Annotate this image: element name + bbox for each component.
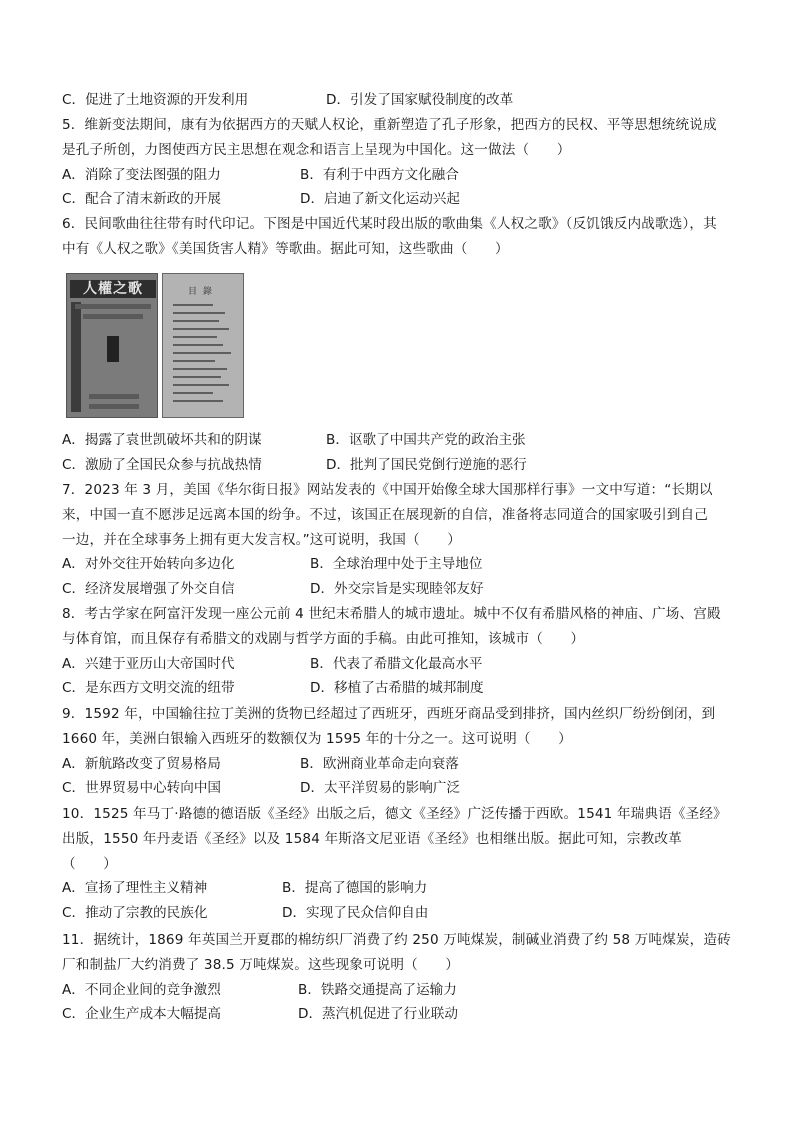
- option-c: C．激励了全国民众参与抗战热情: [62, 456, 262, 473]
- songbook-cover-title: 人權之歌: [70, 280, 156, 298]
- question-10: [62, 802, 732, 926]
- option-b: B．提高了德国的影响力: [282, 880, 428, 897]
- question-10-stem-2: 出版，1550 年丹麦语《圣经》以及 1584 年斯洛文尼亚语《圣经》也相继出版。据此可知，宗教改革: [62, 830, 682, 847]
- question-11-stem-2: 厂和制盐厂大约消费了 38.5 万吨煤炭。这些现象可说明（ ）: [62, 956, 460, 973]
- option-d: D．移植了古希腊的城邦制度: [310, 680, 484, 697]
- songbook-index-title: 目錄: [187, 287, 218, 297]
- question-7-stem-1: 7．2023 年 3 月，美国《华尔街日报》网站发表的《中国开始像全球大国那样行事》一文中写道：“长期以: [62, 482, 713, 498]
- question-10-stem-3: （ ）: [62, 855, 117, 872]
- option-d: D．启迪了新文化运动兴起: [300, 191, 460, 208]
- question-6-stem-1: 6．民间歌曲往往带有时代印记。下图是中国近代某时段出版的歌曲集《人权之歌》（反饥饿反内战歌选），其: [62, 216, 717, 232]
- option-c: C．推动了宗教的民族化: [62, 905, 208, 922]
- question-7-stem-2: 来，中国一直不愿涉足远离本国的纷争。不过，该国正在展现新的自信，准备将志同道合的国家吸引到自己: [62, 506, 708, 523]
- question-11: [62, 928, 732, 1027]
- option-c: C．是东西方文明交流的纽带: [62, 680, 235, 697]
- question-8: [62, 602, 732, 701]
- option-a: A．宣扬了理性主义精神: [62, 880, 208, 897]
- option-d: D．实现了民众信仰自由: [282, 905, 429, 922]
- songbook-cover: [66, 273, 158, 418]
- songbook-photo: [66, 273, 244, 418]
- question-6-options: [62, 428, 732, 478]
- option-c: C．配合了清末新政的开展: [62, 191, 222, 208]
- option-d: D．批判了国民党倒行逆施的恶行: [326, 456, 527, 473]
- option-d: D．引发了国家赋役制度的改革: [326, 92, 514, 108]
- question-5: [62, 113, 732, 212]
- question-7-stem-3: 一边，并在全球事务上拥有更大发言权。”这可说明，我国（ ）: [62, 531, 461, 548]
- question-10-stem-1: 10．1525 年马丁·路德的德语版《圣经》出版之后，德文《圣经》广泛传播于西欧。1541 年瑞典语《圣经》: [62, 806, 727, 822]
- question-7: [62, 478, 732, 602]
- option-b: B．有利于中西方文化融合: [300, 166, 459, 183]
- option-d: D．蒸汽机促进了行业联动: [298, 1006, 458, 1023]
- option-a: A．新航路改变了贸易格局: [62, 755, 221, 772]
- options-prev-question: [62, 88, 732, 113]
- option-a: A．不同企业间的竞争激烈: [62, 981, 221, 998]
- question-6: [62, 212, 732, 262]
- option-a: A．揭露了袁世凯破坏共和的阴谋: [62, 432, 262, 448]
- question-5-stem-2: 是孔子所创，力图使西方民主思想在观念和语言上呈现为中国化。这一做法（ ）: [62, 141, 571, 158]
- option-d: D．太平洋贸易的影响广泛: [300, 780, 460, 797]
- question-8-stem-2: 与体育馆，而且保存有希腊文的戏剧与哲学方面的手稿。由此可推知，该城市（ ）: [62, 630, 585, 647]
- option-c: C．促进了土地资源的开发利用: [62, 92, 249, 108]
- option-a: A．对外交往开始转向多边化: [62, 556, 235, 573]
- option-b: B．讴歌了中国共产党的政治主张: [326, 432, 526, 448]
- option-b: B．代表了希腊文化最高水平: [310, 655, 483, 672]
- question-5-stem-1: 5．维新变法期间，康有为依据西方的天赋人权论，重新塑造了孔子形象，把西方的民权、平等思想统统说成: [62, 117, 717, 133]
- question-6-stem-2: 中有《人权之歌》《美国货害人精》等歌曲。据此可知，这些歌曲（ ）: [62, 240, 509, 257]
- option-d: D．外交宗旨是实现睦邻友好: [310, 581, 484, 598]
- songbook-index-page: [162, 273, 244, 418]
- option-c: C．世界贸易中心转向中国: [62, 780, 222, 797]
- option-a: A．消除了变法图强的阻力: [62, 166, 221, 183]
- option-a: A．兴建于亚历山大帝国时代: [62, 655, 235, 672]
- option-b: B．欧洲商业革命走向衰落: [300, 755, 459, 772]
- option-c: C．经济发展增强了外交自信: [62, 581, 235, 598]
- option-b: B．铁路交通提高了运输力: [298, 981, 457, 998]
- question-9-stem-1: 9．1592 年，中国输往拉丁美洲的货物已经超过了西班牙，西班牙商品受到排挤，国内丝织厂纷纷倒闭，到: [62, 706, 716, 722]
- question-9: [62, 702, 732, 801]
- question-9-stem-2: 1660 年，美洲白银输入西班牙的数额仅为 1595 年的十分之一。这可说明（ ）: [62, 730, 572, 747]
- option-b: B．全球治理中处于主导地位: [310, 556, 483, 573]
- question-8-stem-1: 8．考古学家在阿富汗发现一座公元前 4 世纪末希腊人的城市遗址。城中不仅有希腊风格的神庙、广场、宫殿: [62, 606, 721, 622]
- question-11-stem-1: 11．据统计，1869 年英国兰开夏郡的棉纺织厂消费了约 250 万吨煤炭，制碱业消费了约 58 万吨煤炭，造砖: [62, 932, 731, 948]
- option-c: C．企业生产成本大幅提高: [62, 1006, 222, 1023]
